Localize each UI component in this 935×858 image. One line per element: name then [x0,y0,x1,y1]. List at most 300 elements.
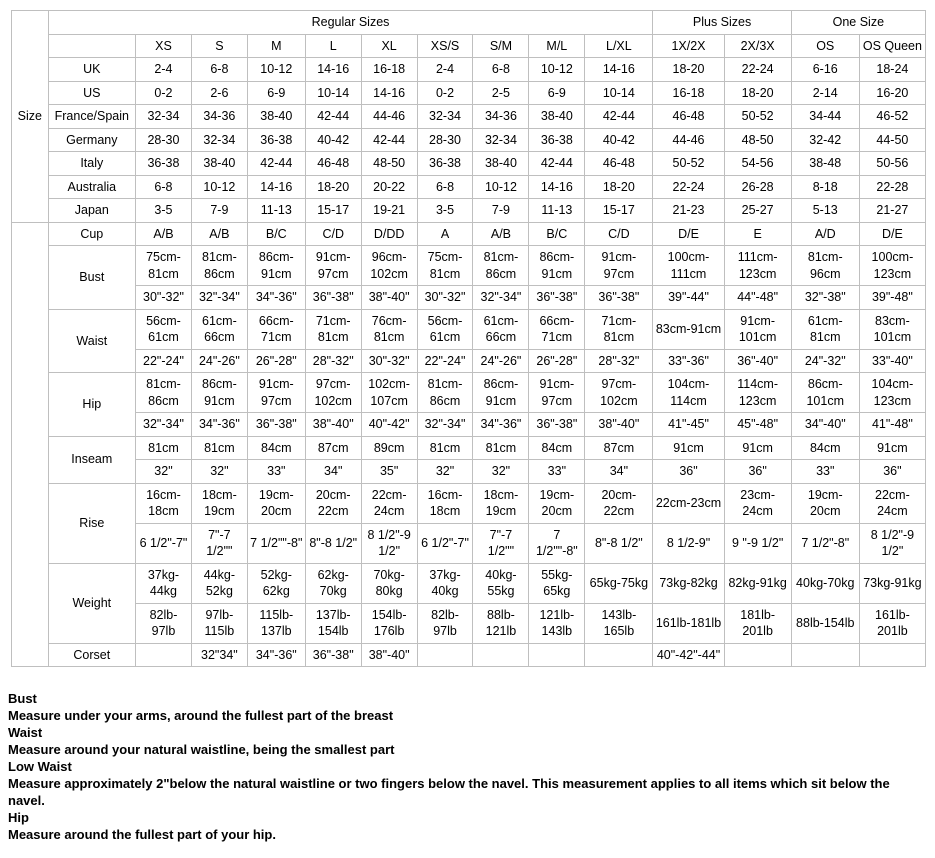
row-weight-metric [12,563,926,603]
data-cell: 14-16 [305,58,361,82]
data-cell [473,643,529,667]
row-corset [12,643,926,667]
data-cell: 26-28 [724,175,791,199]
data-cell: 81cm-86cm [473,246,529,286]
data-cell: 28-30 [417,128,473,152]
data-cell: 6-8 [191,58,247,82]
data-cell: 7-9 [191,199,247,223]
data-cell: 32-34 [136,105,192,129]
row-label: Germany [48,128,135,152]
data-cell [724,643,791,667]
row-label: Italy [48,152,135,176]
data-cell: 28"-32" [305,349,361,373]
data-cell: 154lb-176lb [361,603,417,643]
data-cell: 84cm [247,436,305,460]
data-cell: 36-38 [417,152,473,176]
data-cell: A/B [191,222,247,246]
data-cell: 7 1/2"-8" [791,523,859,563]
note-term: Low Waist [8,759,72,774]
data-cell: 88lb-154lb [791,603,859,643]
data-cell: 32"-34" [417,413,473,437]
data-cell: 82lb-97lb [136,603,192,643]
data-cell: 14-16 [585,58,653,82]
data-cell: 32" [473,460,529,484]
data-cell: 48-50 [361,152,417,176]
data-cell: 34-36 [191,105,247,129]
data-cell: C/D [585,222,653,246]
data-cell: 86cm-101cm [791,373,859,413]
data-cell: 7"-7 1/2"" [191,523,247,563]
data-cell: 23cm-24cm [724,483,791,523]
row-waist-imperial [12,349,926,373]
data-cell: 181lb-201lb [724,603,791,643]
data-cell: 22cm-24cm [859,483,925,523]
row-label: Weight [48,563,135,643]
data-cell: 15-17 [585,199,653,223]
data-cell: 14-16 [529,175,585,199]
data-cell: 81cm [417,436,473,460]
data-cell: 30"-32" [361,349,417,373]
data-cell: 22-28 [859,175,925,199]
data-cell: 81cm-96cm [791,246,859,286]
data-cell: 32-34 [191,128,247,152]
data-cell: 87cm [305,436,361,460]
data-cell: 34"-40" [791,413,859,437]
data-cell: 55kg-65kg [529,563,585,603]
data-cell: 16cm-18cm [136,483,192,523]
data-cell: A/B [136,222,192,246]
data-cell: 56cm-61cm [417,309,473,349]
data-cell: 36" [859,460,925,484]
data-cell: 40-42 [585,128,653,152]
row-japan [12,199,926,223]
data-cell: 44-46 [361,105,417,129]
data-cell: 36-38 [529,128,585,152]
data-cell: 6 1/2"-7" [417,523,473,563]
group-header-plus-sizes: Plus Sizes [653,11,791,35]
column-header-l: L [305,34,361,58]
data-cell: 19cm-20cm [791,483,859,523]
data-cell: 11-13 [247,199,305,223]
data-cell: 20-22 [361,175,417,199]
measurement-notes [8,690,930,843]
data-cell: 97lb-115lb [191,603,247,643]
data-cell: 91cm-97cm [585,246,653,286]
data-cell: 36-38 [247,128,305,152]
row-label: France/Spain [48,105,135,129]
data-cell: 50-52 [653,152,724,176]
data-cell: 8 1/2"-9 1/2" [859,523,925,563]
data-cell: 34"-36" [247,643,305,667]
column-header-xl: XL [361,34,417,58]
column-header-m: M [247,34,305,58]
data-cell: 33"-36" [653,349,724,373]
data-cell: 45"-48" [724,413,791,437]
data-cell: 44-46 [653,128,724,152]
note-term: Hip [8,810,29,825]
data-cell: 76cm-81cm [361,309,417,349]
data-cell: 36"-38" [529,413,585,437]
row-italy [12,152,926,176]
lower-left-spacer [12,222,49,667]
data-cell: 7"-7 1/2"" [473,523,529,563]
data-cell: 46-48 [305,152,361,176]
data-cell: 26"-28" [247,349,305,373]
data-cell: 11-13 [529,199,585,223]
data-cell: 42-44 [585,105,653,129]
data-cell: 46-52 [859,105,925,129]
data-cell: 34" [305,460,361,484]
data-cell: 83cm-101cm [859,309,925,349]
data-cell [417,643,473,667]
column-header-m-l: M/L [529,34,585,58]
data-cell: 44"-48" [724,286,791,310]
data-cell: 24"-26" [191,349,247,373]
data-cell: 97cm-102cm [305,373,361,413]
data-cell: 42-44 [305,105,361,129]
row-waist-metric [12,309,926,349]
data-cell [585,643,653,667]
data-cell: 56cm-61cm [136,309,192,349]
size-chart-table [11,10,926,667]
data-cell: 18-20 [653,58,724,82]
data-cell: 111cm-123cm [724,246,791,286]
data-cell: 73kg-82kg [653,563,724,603]
data-cell: 44kg-52kg [191,563,247,603]
data-cell: 3-5 [136,199,192,223]
data-cell: 37kg-40kg [417,563,473,603]
data-cell: 2-14 [791,81,859,105]
row-inseam-imperial [12,460,926,484]
data-cell: 121lb-143lb [529,603,585,643]
data-cell: 61cm-66cm [191,309,247,349]
data-cell: 38"-40" [361,643,417,667]
group-header-row [12,11,926,35]
column-header-xs-s: XS/S [417,34,473,58]
data-cell: 81cm [136,436,192,460]
data-cell: 65kg-75kg [585,563,653,603]
data-cell: 86cm-91cm [191,373,247,413]
column-header-xs: XS [136,34,192,58]
data-cell: 18-20 [585,175,653,199]
data-cell: A [417,222,473,246]
data-cell: 46-48 [653,105,724,129]
column-header-l-xl: L/XL [585,34,653,58]
data-cell: 6-16 [791,58,859,82]
data-cell: 70kg-80kg [361,563,417,603]
data-cell [136,643,192,667]
data-cell: 25-27 [724,199,791,223]
data-cell: 39"-48" [859,286,925,310]
data-cell: 40"-42" [361,413,417,437]
data-cell: 42-44 [361,128,417,152]
data-cell: 20cm-22cm [305,483,361,523]
data-cell: B/C [529,222,585,246]
row-bust-imperial [12,286,926,310]
data-cell: 34-44 [791,105,859,129]
data-cell: 7 1/2""-8" [529,523,585,563]
data-cell: 75cm-81cm [136,246,192,286]
data-cell: 91cm-97cm [529,373,585,413]
data-cell: 18-20 [305,175,361,199]
data-cell: 71cm-81cm [305,309,361,349]
data-cell: 50-56 [859,152,925,176]
row-australia [12,175,926,199]
data-cell: 32" [417,460,473,484]
data-cell: 34" [585,460,653,484]
data-cell: 66cm-71cm [529,309,585,349]
data-cell: 36"-38" [585,286,653,310]
data-cell: A/D [791,222,859,246]
data-cell: A/B [473,222,529,246]
data-cell: B/C [247,222,305,246]
row-bust-metric [12,246,926,286]
row-inseam-metric [12,436,926,460]
data-cell: 22"-24" [136,349,192,373]
data-cell: 21-27 [859,199,925,223]
data-cell: 36"-38" [305,643,361,667]
data-cell: 34"-36" [473,413,529,437]
data-cell: 22-24 [724,58,791,82]
data-cell: D/E [859,222,925,246]
data-cell: 18-20 [724,81,791,105]
column-header-os-queen: OS Queen [859,34,925,58]
row-label: Inseam [48,436,135,483]
row-uk [12,58,926,82]
data-cell: 6 1/2"-7" [136,523,192,563]
size-chart-body [12,11,926,667]
data-cell: E [724,222,791,246]
data-cell: 36"-40" [724,349,791,373]
data-cell: 14-16 [247,175,305,199]
data-cell: 86cm-91cm [529,246,585,286]
data-cell: 84cm [791,436,859,460]
data-cell: 28-30 [136,128,192,152]
group-header-regular-sizes: Regular Sizes [48,11,653,35]
data-cell: 89cm [361,436,417,460]
data-cell: 5-13 [791,199,859,223]
data-cell: 114cm-123cm [724,373,791,413]
data-cell: 44-50 [859,128,925,152]
data-cell: 2-5 [473,81,529,105]
data-cell: 81cm-86cm [136,373,192,413]
data-cell: 38"-40" [305,413,361,437]
data-cell: 6-8 [473,58,529,82]
data-cell: 30"-32" [136,286,192,310]
data-cell: 33" [791,460,859,484]
data-cell: 32"-34" [191,286,247,310]
data-cell: 88lb-121lb [473,603,529,643]
row-label: US [48,81,135,105]
row-label: Australia [48,175,135,199]
data-cell: 38"-40" [361,286,417,310]
data-cell: 22cm-23cm [653,483,724,523]
data-cell: 96cm-102cm [361,246,417,286]
data-cell: 14-16 [361,81,417,105]
data-cell: 54-56 [724,152,791,176]
data-cell: 40-42 [305,128,361,152]
data-cell: 38-48 [791,152,859,176]
data-cell: 35" [361,460,417,484]
data-cell: 26"-28" [529,349,585,373]
data-cell: 9 "-9 1/2" [724,523,791,563]
data-cell: 15-17 [305,199,361,223]
data-cell: 91cm-97cm [247,373,305,413]
data-cell: 91cm [859,436,925,460]
data-cell: 32-42 [791,128,859,152]
data-cell: 32"-34" [473,286,529,310]
data-cell: 38-40 [473,152,529,176]
data-cell: D/E [653,222,724,246]
data-cell: 81cm [191,436,247,460]
row-us [12,81,926,105]
data-cell: 10-12 [473,175,529,199]
data-cell: 0-2 [417,81,473,105]
data-cell: 83cm-91cm [653,309,724,349]
column-header-2x-3x: 2X/3X [724,34,791,58]
data-cell: 39"-44" [653,286,724,310]
data-cell: 32"-34" [136,413,192,437]
row-label: Waist [48,309,135,373]
data-cell: 10-14 [305,81,361,105]
data-cell: 16-18 [361,58,417,82]
data-cell: 40"-42"-44" [653,643,724,667]
data-cell: 6-9 [529,81,585,105]
data-cell: 115lb-137lb [247,603,305,643]
data-cell: 19cm-20cm [529,483,585,523]
data-cell [859,643,925,667]
data-cell: 37kg-44kg [136,563,192,603]
row-rise-metric [12,483,926,523]
data-cell: 32"34" [191,643,247,667]
data-cell: 91cm [724,436,791,460]
data-cell: 32" [191,460,247,484]
data-cell: 75cm-81cm [417,246,473,286]
data-cell: 61cm-81cm [791,309,859,349]
row-label: Bust [48,246,135,310]
data-cell [791,643,859,667]
data-cell: 84cm [529,436,585,460]
data-cell: 32-34 [417,105,473,129]
data-cell: 34"-36" [191,413,247,437]
data-cell: 87cm [585,436,653,460]
data-cell: 137lb-154lb [305,603,361,643]
data-cell: 24"-26" [473,349,529,373]
data-cell: 24"-32" [791,349,859,373]
data-cell: 104cm-123cm [859,373,925,413]
data-cell: 100cm-111cm [653,246,724,286]
data-cell: 10-12 [529,58,585,82]
data-cell: 22"-24" [417,349,473,373]
data-cell: 42-44 [247,152,305,176]
data-cell: 10-12 [191,175,247,199]
data-cell: 102cm-107cm [361,373,417,413]
data-cell: 8-18 [791,175,859,199]
group-header-one-size: One Size [791,11,925,35]
data-cell: 34-36 [473,105,529,129]
note-definition: Measure under your arms, around the fullest part of the breast [8,708,394,723]
data-cell: 2-6 [191,81,247,105]
data-cell: 3-5 [417,199,473,223]
data-cell: 36"-38" [529,286,585,310]
data-cell: C/D [305,222,361,246]
row-rise-imperial [12,523,926,563]
data-cell: 33" [529,460,585,484]
data-cell: 36"-38" [247,413,305,437]
data-cell: 19-21 [361,199,417,223]
data-cell: 36-38 [136,152,192,176]
data-cell: 19cm-20cm [247,483,305,523]
data-cell: 36" [724,460,791,484]
data-cell: 33" [247,460,305,484]
data-cell [529,643,585,667]
data-cell: 7-9 [473,199,529,223]
data-cell: 18cm-19cm [191,483,247,523]
data-cell: 40kg-70kg [791,563,859,603]
data-cell: 82kg-91kg [724,563,791,603]
data-cell: 48-50 [724,128,791,152]
data-cell: 38-40 [529,105,585,129]
data-cell: 81cm-86cm [191,246,247,286]
data-cell: 42-44 [529,152,585,176]
row-france-spain [12,105,926,129]
data-cell: 73kg-91kg [859,563,925,603]
data-cell: 7 1/2""-8" [247,523,305,563]
data-cell: 0-2 [136,81,192,105]
size-section-label: Size [12,11,49,223]
note-definition: Measure around the fullest part of your hip. [8,827,276,842]
data-cell: 143lb-165lb [585,603,653,643]
data-cell: 62kg-70kg [305,563,361,603]
data-cell: 20cm-22cm [585,483,653,523]
data-cell: 16-18 [653,81,724,105]
data-cell: 36"-38" [305,286,361,310]
data-cell: 22cm-24cm [361,483,417,523]
data-cell: 61cm-66cm [473,309,529,349]
data-cell: 16cm-18cm [417,483,473,523]
data-cell: 6-9 [247,81,305,105]
data-cell: 38-40 [247,105,305,129]
data-cell: 81cm [473,436,529,460]
column-header-s-m: S/M [473,34,529,58]
row-hip-imperial [12,413,926,437]
data-cell: 8 1/2"-9 1/2" [361,523,417,563]
column-header-1x-2x: 1X/2X [653,34,724,58]
corner-spacer [48,34,135,58]
data-cell: 18-24 [859,58,925,82]
note-definition: Measure approximately 2"below the natural waistline or two fingers below the navel. This measurement applies to all items which sit below the navel. [8,776,890,808]
data-cell: 38-40 [191,152,247,176]
row-label: UK [48,58,135,82]
data-cell: 32-34 [473,128,529,152]
row-label: Cup [48,222,135,246]
data-cell: 8 1/2-9" [653,523,724,563]
data-cell: 21-23 [653,199,724,223]
row-germany [12,128,926,152]
data-cell: 18cm-19cm [473,483,529,523]
row-weight-imperial [12,603,926,643]
data-cell: 46-48 [585,152,653,176]
row-label: Japan [48,199,135,223]
data-cell: 2-4 [136,58,192,82]
note-term: Waist [8,725,43,740]
note-definition: Measure around your natural waistline, being the smallest part [8,742,395,757]
data-cell: D/DD [361,222,417,246]
data-cell: 161lb-201lb [859,603,925,643]
data-cell: 30"-32" [417,286,473,310]
row-hip-metric [12,373,926,413]
data-cell: 91cm-101cm [724,309,791,349]
